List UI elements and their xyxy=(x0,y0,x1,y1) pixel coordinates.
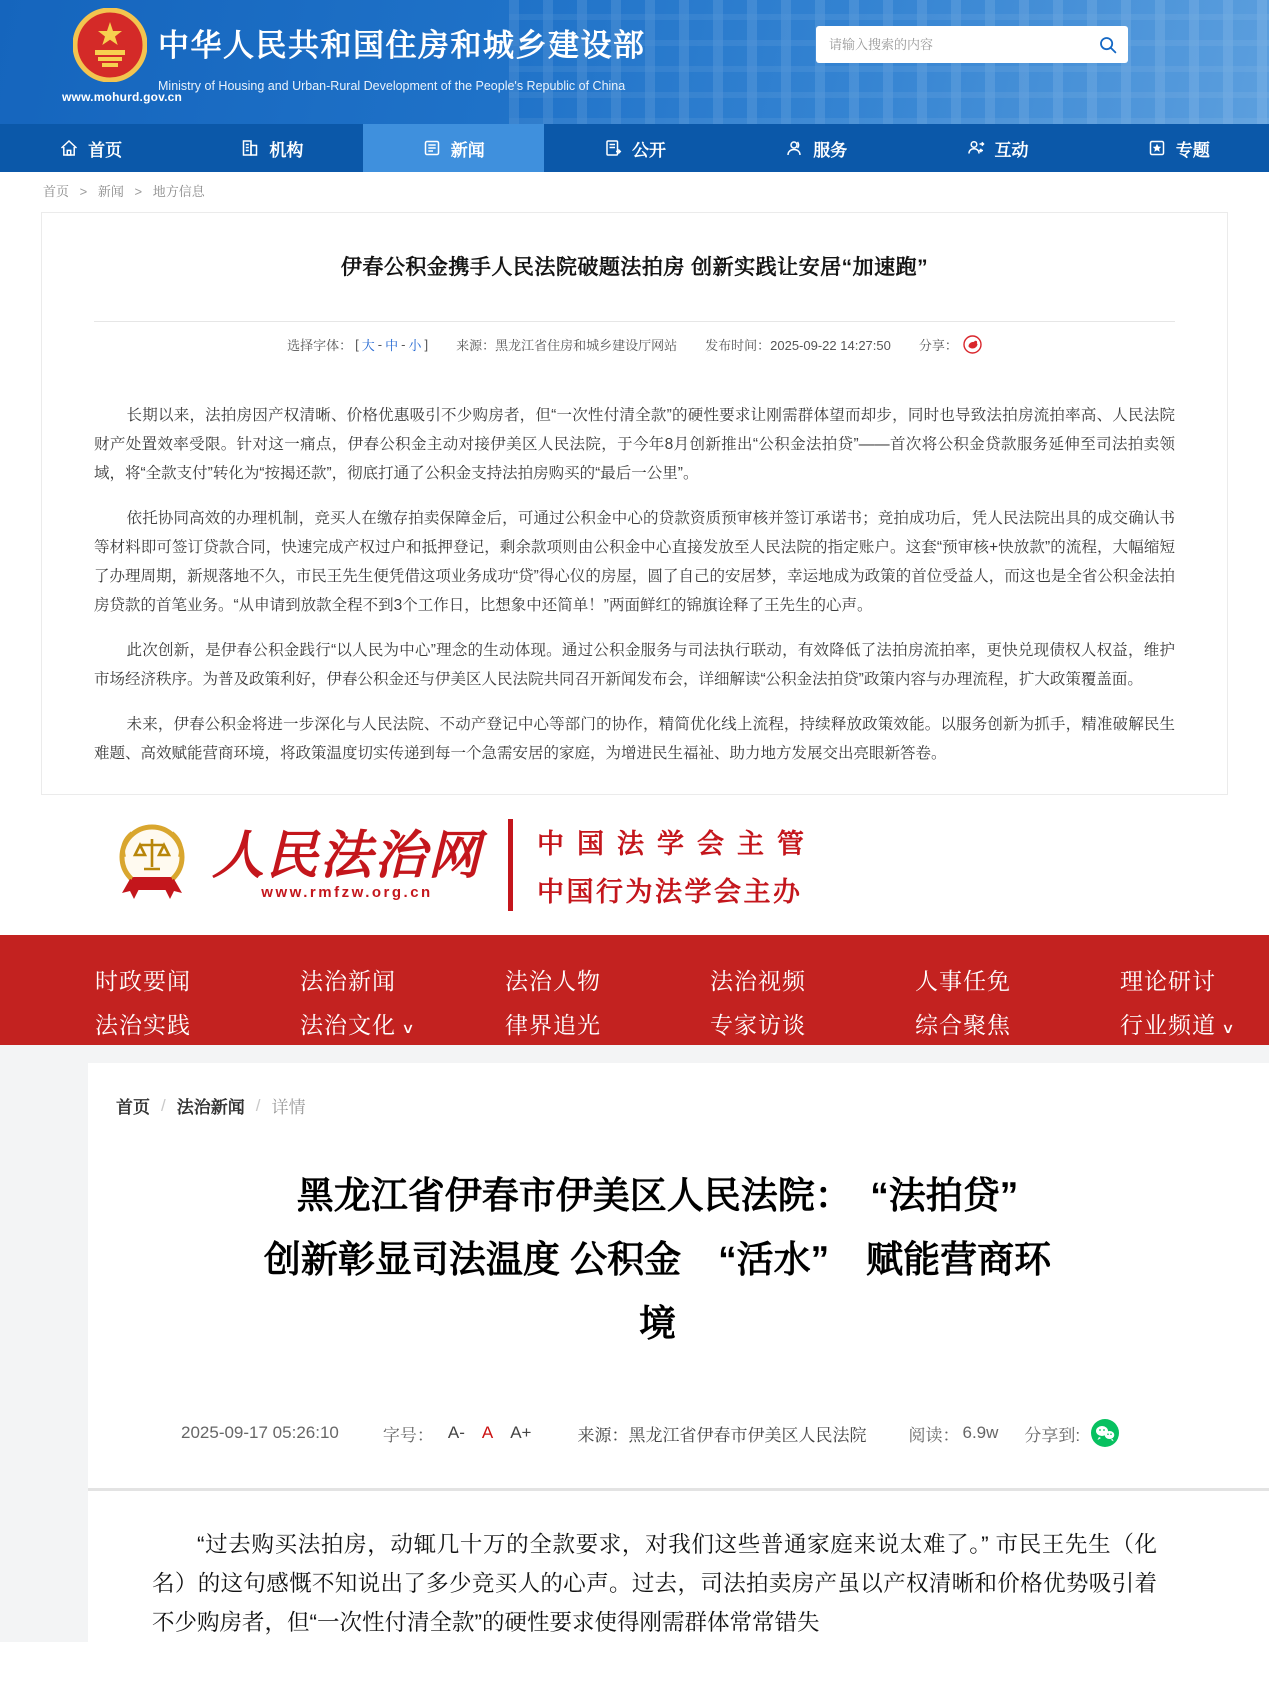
nav-item-topics[interactable] xyxy=(1088,124,1269,172)
news-icon xyxy=(422,138,442,158)
paragraph: 依托协同高效的办理机制，竞买人在缴存拍卖保障金后，可通过公积金中心的贷款资质预审核并签订承诺书；竞拍成功后，凭人民法院出具的成交确认书等材料即可签订贷款合同，快速完成产权过户和抵押登记，剩余款项则由公积金中心直接发放至人民法院的指定账户。这套“预审核+快放款”的流程，大幅缩短了办理周期，新规落地不久，市民王先生便凭借这项业务成功“贷”得心仪的房屋，圆了自己的安居梦，幸运地成为政策的首位受益人，而这也是全省公积金法拍房贷款的首笔业务。“从申请到放款全程不到3个工作日，比想象中还简单！”两面鲜红的锦旗诠释了王先生的心声。 xyxy=(94,510,1175,614)
sponsor-lines xyxy=(537,822,817,909)
nav-item-org[interactable] xyxy=(181,124,362,172)
nav-item-disclosure[interactable] xyxy=(544,124,725,172)
title-line: 境 xyxy=(639,1303,676,1344)
rmfzw-breadcrumb xyxy=(116,1093,1199,1118)
rmfzw-emblem-icon xyxy=(106,817,198,914)
rmfzw-logo[interactable] xyxy=(106,817,482,914)
paragraph: 长期以来，法拍房因产权清晰、价格优惠吸引不少购房者，但“一次性付清全款”的硬性要求让刚需群体望而却步，同时也导致法拍房流拍率高、人民法院财产处置效率受限。针对这一痛点，伊春公积金主动对接伊美区人民法院，于今年8月创新推出“公积金法拍贷”——首次将公积金贷款服务延伸至司法拍卖领域，将“全款支付”转化为“按揭还款”，彻底打通了公积金支持法拍房购买的“最后一公里”。 xyxy=(94,407,1175,482)
chevron-down-icon: ∨ xyxy=(1221,1019,1236,1036)
font-size-label: 字号： xyxy=(382,1425,434,1445)
breadcrumb-law-news[interactable]: 法治新闻 xyxy=(176,1098,245,1117)
font-normal-button[interactable]: A xyxy=(481,1423,494,1442)
rmfzw-site-title: 人民法治网 xyxy=(212,824,483,886)
nav-item-law-news[interactable]: 法治新闻 xyxy=(300,967,396,994)
paragraph: 此次创新，是伊春公积金践行“以人民为中心”理念的生动体现。通过公积金服务与司法执行联动，有效降低了法拍房流拍率，更快兑现债权人权益，维护市场经济秩序。为普及政策利好，伊春公积金还与伊美区人民法院共同召开新闻发布会，详细解读“公积金法拍贷”政策内容与办理流程，扩大政策覆盖面。 xyxy=(94,642,1175,688)
building-icon xyxy=(240,138,260,158)
nav-row-2 xyxy=(95,1001,1269,1045)
logo-divider xyxy=(508,819,513,911)
title-line: 黑龙江省伊春市伊美区人民法院： “法拍贷” xyxy=(296,1175,1019,1216)
mohurd-site-titles xyxy=(158,20,646,93)
chevron-down-icon: ∨ xyxy=(401,1019,416,1036)
nav-item-news[interactable] xyxy=(363,124,544,172)
breadcrumb-separator: > xyxy=(79,184,88,199)
nav-label: 新闻 xyxy=(450,140,485,160)
breadcrumb-separator: > xyxy=(134,184,143,199)
article-source: 来源：黑龙江省伊春市伊美区人民法院 xyxy=(577,1425,867,1445)
rmfzw-article-body xyxy=(152,1525,1157,1642)
article-title: 伊春公积金携手人民法院破题法拍房 创新实践让安居“加速跑” xyxy=(340,256,929,279)
search-box xyxy=(816,26,1128,63)
nav-item-interaction[interactable] xyxy=(906,124,1087,172)
service-person-icon xyxy=(784,138,804,158)
mohurd-logo[interactable] xyxy=(62,8,183,104)
nav-item-law-video[interactable]: 法治视频 xyxy=(710,967,806,994)
article-body xyxy=(94,401,1175,768)
title-divider xyxy=(94,321,1175,322)
font-size-selector xyxy=(287,335,428,354)
rmfzw-main xyxy=(0,1045,1269,1642)
bracket: ] xyxy=(424,337,429,352)
nav-item-theory[interactable]: 理论研讨 xyxy=(1120,967,1216,994)
nav-row-1 xyxy=(95,957,1269,1001)
rmfzw-article-title xyxy=(178,1164,1138,1356)
breadcrumb-home[interactable]: 首页 xyxy=(116,1098,150,1117)
home-icon xyxy=(59,138,79,158)
breadcrumb-separator: / xyxy=(255,1095,261,1115)
mohurd-breadcrumb xyxy=(0,172,1269,212)
share-label: 分享到: xyxy=(1024,1425,1081,1445)
article-source: 来源：黑龙江省住房和城乡建设厅网站 xyxy=(456,338,678,353)
rmfzw-meta-row xyxy=(181,1418,1199,1448)
font-size-label: 选择字体： xyxy=(287,338,353,353)
nav-label: 机构 xyxy=(269,140,304,160)
breadcrumb-current: 详情 xyxy=(271,1098,306,1117)
nav-item-culture[interactable]: 法治文化 ∨ xyxy=(300,1011,416,1038)
nav-label: 专题 xyxy=(1175,140,1210,160)
article-meta-row xyxy=(94,335,1175,354)
share-group xyxy=(919,335,982,354)
nav-item-politics[interactable]: 时政要闻 xyxy=(95,967,191,994)
dash: - xyxy=(377,337,383,352)
mohurd-header xyxy=(0,0,1269,124)
site-title: 中华人民共和国住房和城乡建设部 xyxy=(158,28,646,63)
topic-star-icon xyxy=(1147,138,1167,158)
publish-time: 发布时间：2025-09-22 14:27:50 xyxy=(705,338,891,353)
nav-label: 首页 xyxy=(88,140,123,160)
nav-item-home[interactable] xyxy=(0,124,181,172)
nav-item-services[interactable] xyxy=(725,124,906,172)
rmfzw-main-nav xyxy=(0,935,1269,1045)
share-label: 分享： xyxy=(918,338,958,353)
site-subtitle: Ministry of Housing and Urban-Rural Development of the People's Republic of China xyxy=(158,79,626,93)
views-label: 阅读： xyxy=(908,1425,960,1445)
nav-label: 互动 xyxy=(994,140,1029,160)
font-size-large[interactable]: 大 xyxy=(361,338,375,353)
font-decrease-button[interactable]: A- xyxy=(447,1423,465,1442)
rmfzw-logo-text xyxy=(212,824,483,902)
font-increase-button[interactable]: A+ xyxy=(510,1423,532,1442)
font-size-small[interactable]: 小 xyxy=(408,338,422,353)
breadcrumb-separator: / xyxy=(161,1095,166,1115)
mohurd-article-card xyxy=(41,212,1228,795)
paragraph: 未来，伊春公积金将进一步深化与人民法院、不动产登记中心等部门的协作，精简优化线上流程，持续释放政策效能。以服务创新为抓手，精准破解民生难题、高效赋能营商环境，将政策温度切实传递到每一个急需安居的家庭，为增进民生福祉、助力地方发展交出亮眼新答卷。 xyxy=(94,716,1175,762)
mohurd-site-url: www.mohurd.gov.cn xyxy=(62,90,183,104)
nav-label: 公开 xyxy=(631,140,666,160)
wechat-icon[interactable] xyxy=(1090,1418,1120,1448)
breadcrumb-home[interactable]: 首页 xyxy=(43,184,70,199)
rmfzw-header xyxy=(0,795,1269,935)
breadcrumb-current: 地方信息 xyxy=(152,184,205,199)
organizer-line: 中国行为法学会主办 xyxy=(537,876,803,907)
dash: - xyxy=(401,337,406,352)
publish-date: 2025-09-17 05:26:10 xyxy=(181,1423,339,1442)
rmfzw-site-url: www.rmfzw.org.cn xyxy=(261,884,433,902)
nav-item-practice[interactable]: 法治实践 xyxy=(95,1011,191,1038)
paragraph: “过去购买法拍房，动辄几十万的全款要求，对我们这些普通家庭来说太难了。” 市民王先生（化名）的这句感慨不知说出了多少竞买人的心声。过去，司法拍卖房产虽以产权清晰和价格优势吸引着不少购房者，但“一次性付清全款”的硬性要求使得刚需群体常常错失 xyxy=(152,1532,1157,1635)
breadcrumb-news[interactable]: 新闻 xyxy=(97,184,124,199)
nav-label: 服务 xyxy=(813,140,848,160)
nav-item-industry[interactable]: 行业频道 ∨ xyxy=(1120,1011,1236,1038)
nav-item-personnel[interactable]: 人事任免 xyxy=(915,967,1011,994)
rmfzw-article-card xyxy=(88,1063,1269,1642)
title-line: 创新彰显司法温度 公积金 “活水” 赋能营商环 xyxy=(263,1239,1052,1280)
interaction-icon xyxy=(966,138,986,158)
meta-divider xyxy=(88,1488,1269,1491)
national-emblem-icon xyxy=(73,69,147,86)
font-size-medium[interactable]: 中 xyxy=(385,338,399,353)
mohurd-main-nav xyxy=(0,124,1269,172)
views-count: 6.9w xyxy=(962,1423,999,1442)
share-red-icon[interactable] xyxy=(963,335,982,354)
nav-item-interviews[interactable]: 专家访谈 xyxy=(710,1011,806,1038)
open-file-icon xyxy=(603,138,623,158)
search-input[interactable] xyxy=(816,37,1088,52)
search-icon[interactable] xyxy=(1088,26,1128,63)
bracket: [ xyxy=(355,337,359,352)
nav-item-lawyers[interactable]: 律界追光 xyxy=(505,1011,601,1038)
supervisor-line: 中国法学会主管 xyxy=(537,828,818,859)
nav-item-law-people[interactable]: 法治人物 xyxy=(505,967,601,994)
nav-item-focus[interactable]: 综合聚焦 xyxy=(915,1011,1011,1038)
